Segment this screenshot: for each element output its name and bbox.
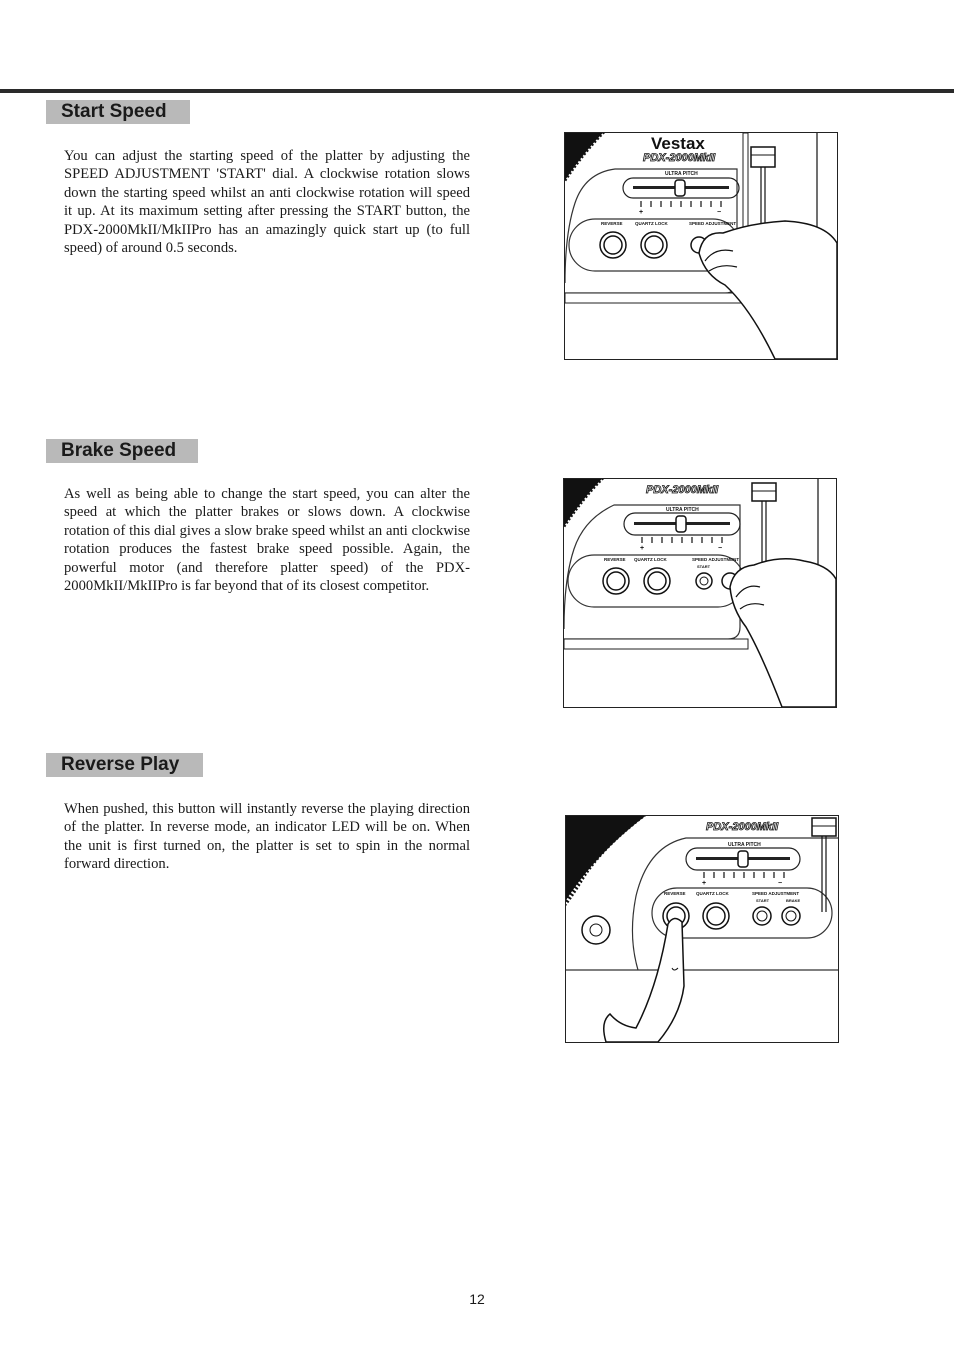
pitch-plus-label: +	[640, 545, 645, 552]
figure-start-speed	[564, 132, 838, 360]
speed-adjustment-label: SPEED ADJUSTMENT	[692, 557, 740, 562]
vestax-logo: Vestax	[651, 134, 705, 153]
pitch-plus-label: +	[702, 880, 707, 887]
section-heading-brake-speed: Brake Speed	[46, 439, 198, 463]
start-dial	[696, 573, 712, 589]
figure-reverse-play	[565, 815, 839, 1043]
hand-illustration	[730, 559, 836, 707]
start-dial	[753, 907, 771, 925]
brake-dial	[782, 907, 800, 925]
pitch-fader-knob	[751, 147, 775, 167]
pitch-fader-knob	[752, 483, 776, 501]
hand-illustration	[604, 918, 684, 1042]
model-logo: PDX-2000MkII	[706, 821, 779, 833]
section-body-start-speed: You can adjust the starting speed of the platter by adjusting the SPEED ADJUSTMENT 'START' dial. A clockwise rotation slows down the starting speed whilst an anti clockwise rotation will speed it up. At its maximum setting after pressing the START button, the PDX-2000MkII/MkIIPro has an amazingly quick start up (to full speed) of around 0.5 seconds.	[64, 148, 470, 257]
brake-label: BRAKE	[786, 898, 801, 903]
ultra-pitch-label: ULTRA PITCH	[728, 842, 761, 848]
section-heading-start-speed: Start Speed	[46, 100, 190, 124]
hand-illustration	[699, 221, 837, 359]
model-logo: PDX-2000MkII	[646, 484, 719, 496]
start-label: START	[756, 898, 770, 903]
start-stop-button	[582, 916, 610, 944]
figure-brake-speed	[563, 478, 837, 708]
quartz-lock-label: QUARTZ LOCK	[635, 221, 668, 226]
model-logo: PDX-2000MkII	[643, 152, 716, 164]
pitch-fader-knob	[812, 818, 836, 836]
quartz-lock-label: QUARTZ LOCK	[634, 557, 667, 562]
ultra-pitch-label: ULTRA PITCH	[666, 507, 699, 513]
section-body-reverse-play: When pushed, this button will instantly reverse the playing direction of the platter. In reverse mode, an indicator LED will be on. When the unit is first turned on, the platter is set to spin in the normal forward direction.	[64, 801, 470, 873]
section-heading-reverse-play: Reverse Play	[46, 753, 203, 777]
section-body-brake-speed: As well as being able to change the start speed, you can alter the speed at which the platter brakes or slows down. A clockwise rotation of this dial gives a slow brake speed whilst an anti clockwise rotation produces the fastest brake speed possible. Again, the powerful motor (and therefore platter speed) of the PDX-2000MkII/MkIIPro is far beyond that of its closest competitor.	[64, 486, 470, 595]
reverse-label: REVERSE	[604, 557, 626, 562]
pitch-plus-label: +	[639, 209, 644, 216]
pitch-minus-label: −	[717, 209, 722, 216]
ultra-pitch-label: ULTRA PITCH	[665, 171, 698, 177]
reverse-label: REVERSE	[601, 221, 623, 226]
reverse-label: REVERSE	[664, 891, 686, 896]
speed-adjustment-label: SPEED ADJUSTMENT	[689, 221, 737, 226]
pitch-minus-label: −	[778, 880, 783, 887]
quartz-lock-label: QUARTZ LOCK	[696, 891, 729, 896]
page-number: 12	[469, 1291, 485, 1307]
start-label: START	[697, 564, 711, 569]
top-rule	[0, 89, 954, 93]
speed-adjustment-label: SPEED ADJUSTMENT	[752, 891, 800, 896]
pitch-minus-label: −	[718, 545, 723, 552]
